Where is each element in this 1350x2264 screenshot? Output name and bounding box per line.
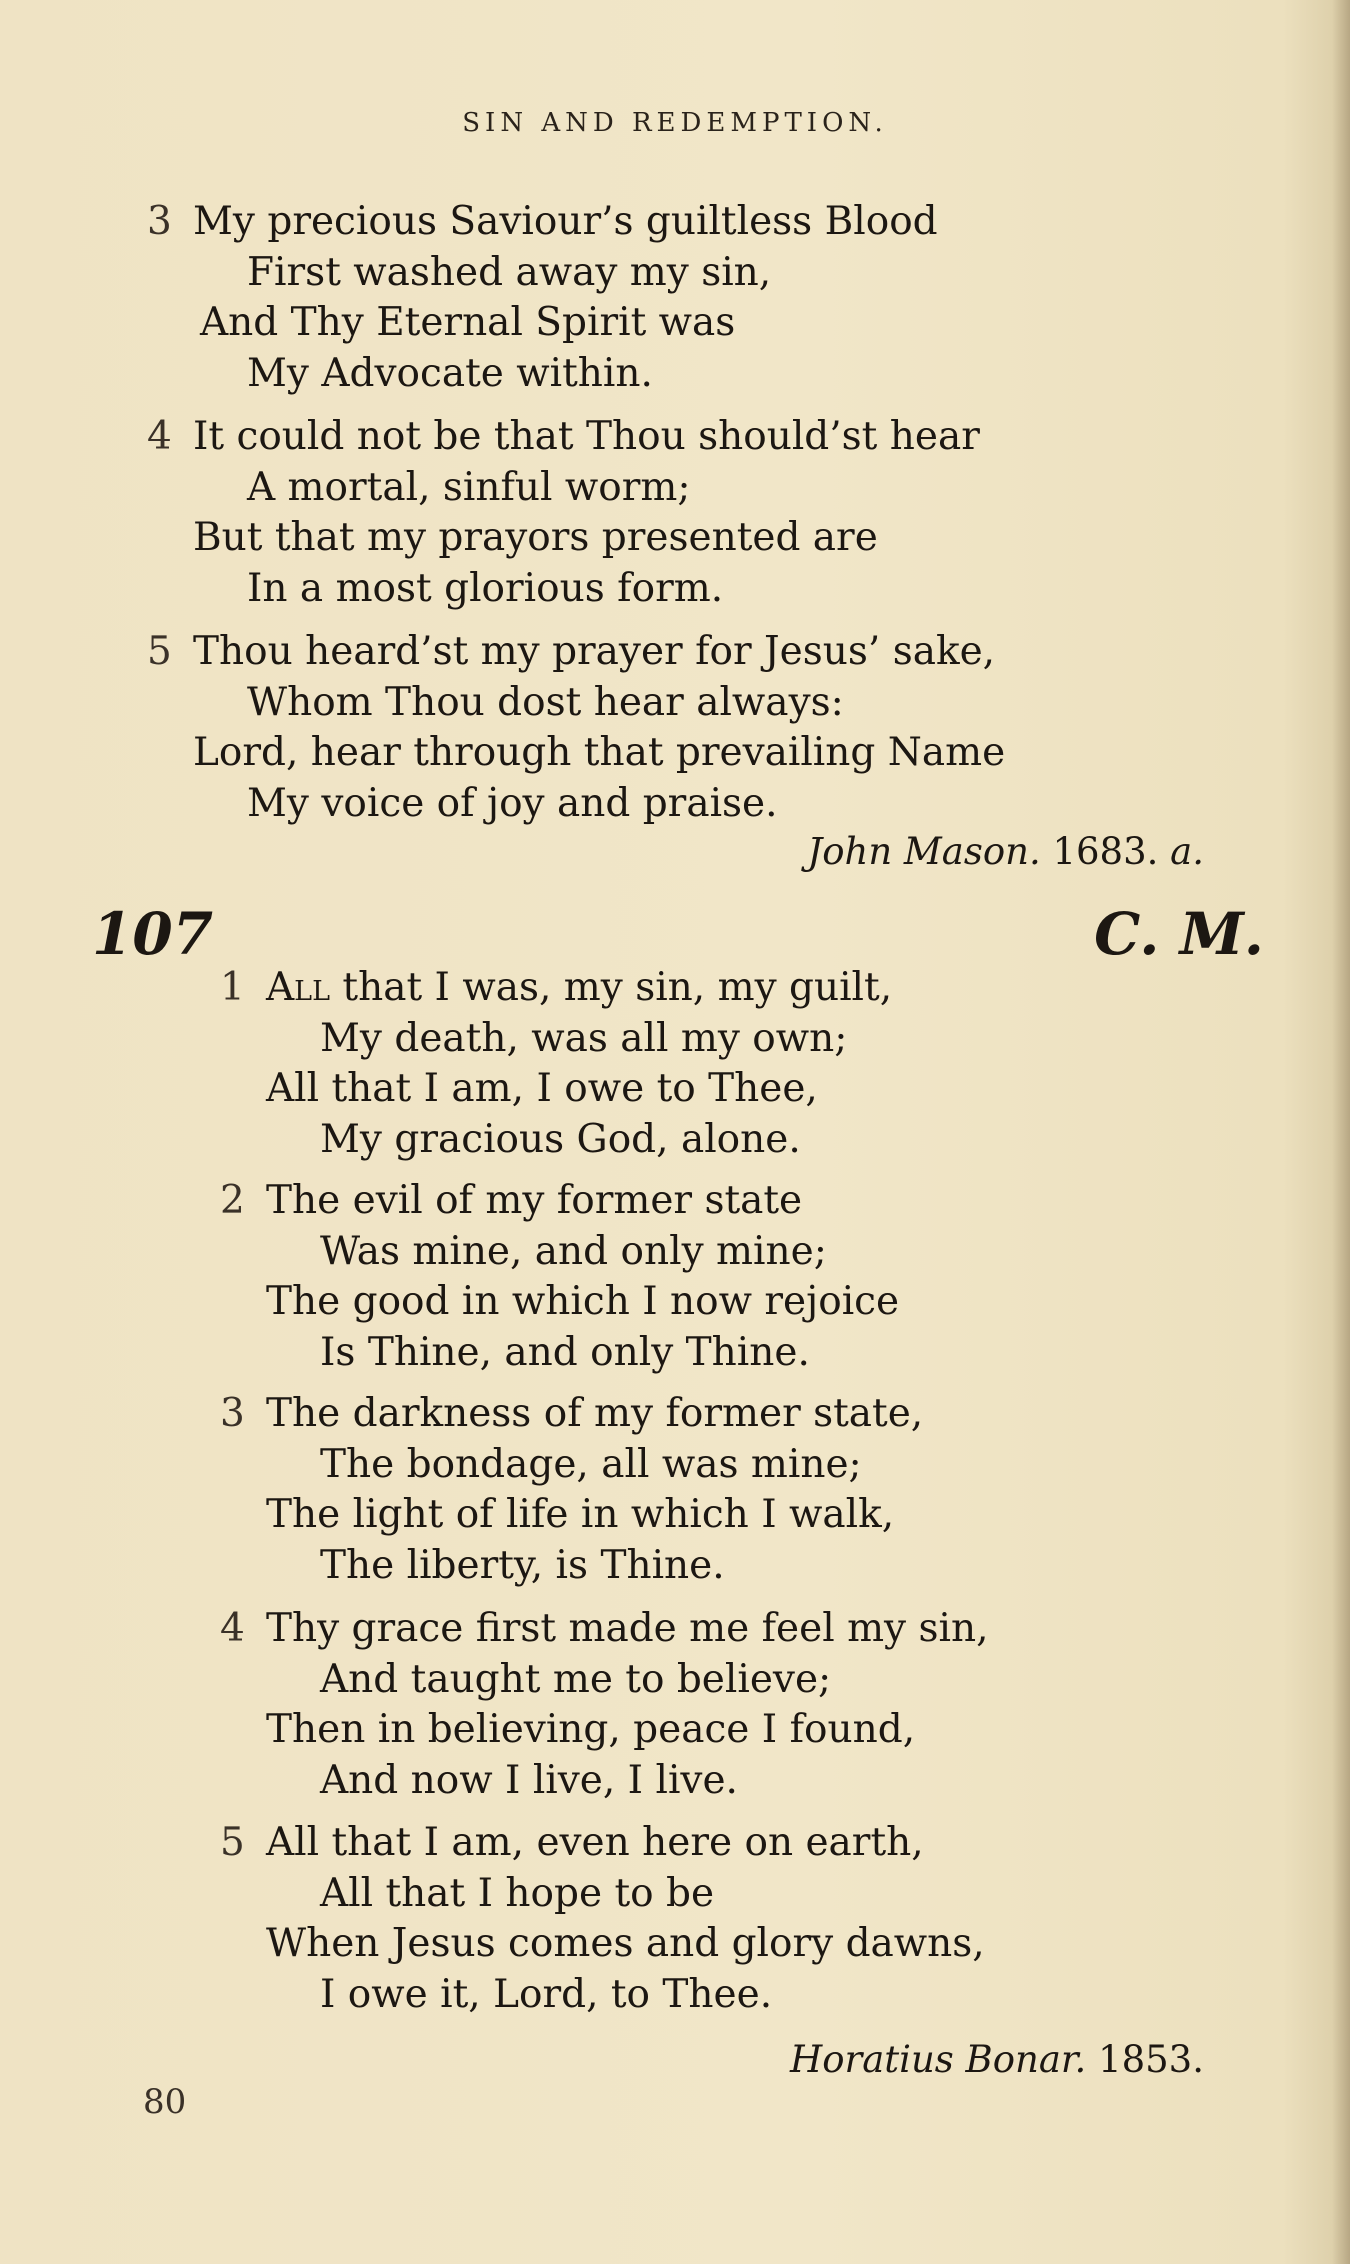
verse-line: All that I am, even here on earth, — [266, 1820, 924, 1865]
year: 1853. — [1098, 2038, 1204, 2081]
verse-line: My gracious God, alone. — [320, 1116, 801, 1162]
year: 1683. — [1052, 830, 1159, 873]
stanza-number: 1 — [220, 965, 245, 1010]
verse-line: And Thy Eternal Spirit was — [200, 300, 736, 345]
stanza-number: 4 — [147, 414, 172, 459]
page-number: 80 — [143, 2082, 187, 2122]
prev-stanza-4 — [147, 412, 980, 614]
verse-line: First washed away my sin, — [247, 249, 772, 295]
stanza-1 — [220, 963, 892, 1165]
verse-line: My death, was all my own; — [320, 1015, 848, 1061]
stanza-number: 5 — [220, 1820, 245, 1865]
stanza-2 — [220, 1176, 899, 1378]
verse-line: The darkness of my former state, — [266, 1391, 924, 1436]
prev-stanza-5 — [147, 627, 1005, 829]
verse-line: Lord, hear through that prevailing Name — [193, 730, 1006, 775]
prev-stanza-3 — [147, 197, 938, 399]
stanza-3 — [220, 1389, 923, 1591]
author-name: Horatius Bonar. — [789, 2038, 1087, 2081]
stanza-number: 3 — [220, 1391, 245, 1436]
prev-hymn-attribution — [807, 830, 1204, 873]
verse-line: But that my prayors presented are — [193, 515, 878, 560]
verse-line: A mortal, sinful worm; — [247, 464, 691, 510]
verse-line: Then in believing, peace I found, — [266, 1707, 916, 1752]
stanza-number: 2 — [220, 1178, 245, 1223]
stanza-4 — [220, 1604, 989, 1806]
verse-line: And taught me to believe; — [320, 1656, 832, 1702]
verse-line: Thy grace first made me feel my sin, — [266, 1606, 989, 1651]
stanza-number: 4 — [220, 1606, 245, 1651]
verse-line: The evil of my former state — [266, 1178, 803, 1223]
note-mark: a. — [1170, 830, 1204, 873]
hymn-meter: C. M. — [1094, 900, 1264, 968]
verse-line: that I was, my sin, my guilt, — [330, 965, 893, 1010]
hymn-attribution — [790, 2038, 1204, 2081]
verse-line: Thou heard’st my prayer for Jesus’ sake, — [193, 629, 996, 674]
verse-line: All that I hope to be — [320, 1870, 715, 1916]
verse-line: In a most glorious form. — [247, 565, 724, 611]
verse-line: The liberty, is Thine. — [320, 1542, 725, 1588]
running-head: SIN AND REDEMPTION. — [462, 108, 888, 138]
verse-line: My Advocate within. — [247, 350, 653, 396]
verse-line: It could not be that Thou should’st hear — [193, 414, 980, 459]
verse-line: My voice of joy and praise. — [247, 780, 778, 826]
page-edge-shadow — [1332, 0, 1350, 2264]
verse-line: Is Thine, and only Thine. — [320, 1329, 810, 1375]
verse-line: My precious Saviour’s guiltless Blood — [193, 199, 938, 244]
verse-line: The good in which I now rejoice — [266, 1279, 900, 1324]
verse-line: Whom Thou dost hear always: — [247, 679, 844, 725]
verse-line: When Jesus comes and glory dawns, — [266, 1921, 985, 1966]
verse-line: The light of life in which I walk, — [266, 1492, 895, 1537]
stanza-number: 3 — [147, 199, 172, 244]
hymn-number: 107 — [92, 900, 214, 968]
stanza-number: 5 — [147, 629, 172, 674]
verse-line: The bondage, all was mine; — [320, 1441, 862, 1487]
verse-line: And now I live, I live. — [320, 1757, 738, 1803]
verse-line: Was mine, and only mine; — [320, 1228, 827, 1274]
verse-line: I owe it, Lord, to Thee. — [320, 1971, 773, 2017]
stanza-5 — [220, 1818, 985, 2020]
verse-line: All that I am, I owe to Thee, — [266, 1066, 818, 1111]
author-name: John Mason. — [807, 830, 1041, 873]
first-word: All — [266, 965, 331, 1010]
